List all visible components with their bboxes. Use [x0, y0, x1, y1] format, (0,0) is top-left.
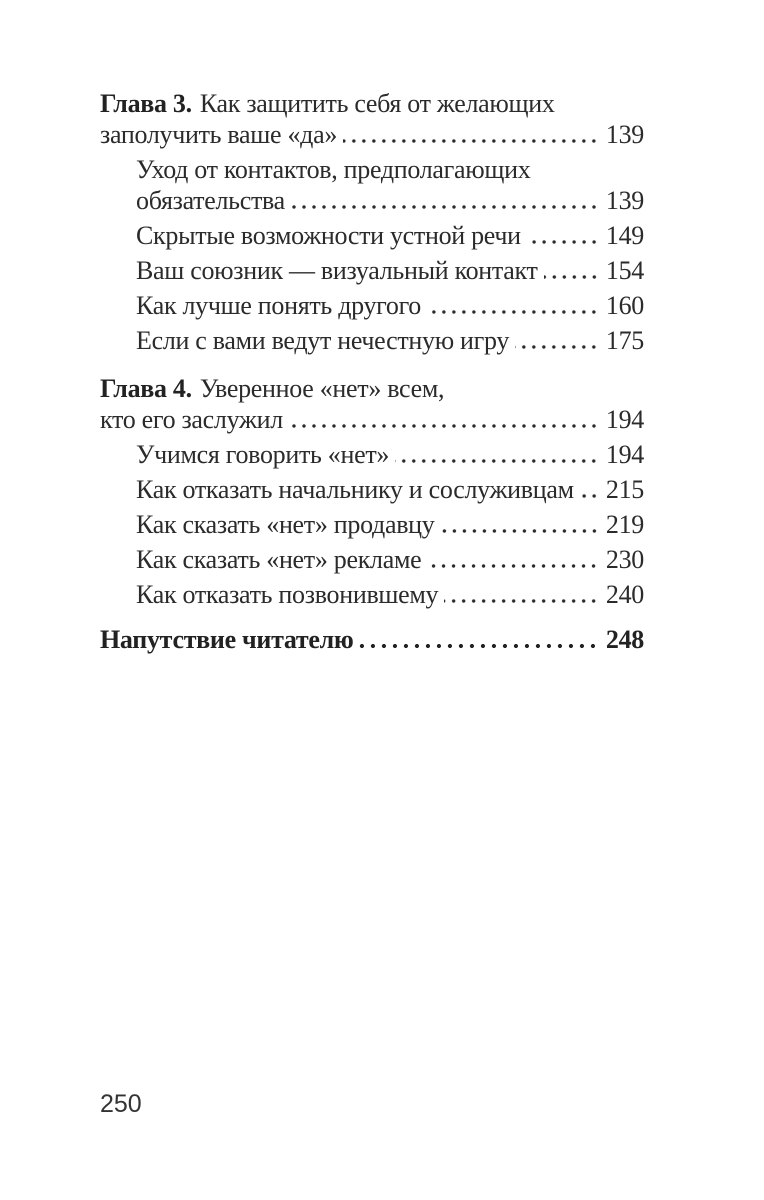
toc-entry-title: кто его заслужил [100, 405, 283, 434]
toc-page-number: 154 [605, 256, 644, 285]
toc-entry-title: Уверенное «нет» всем, [199, 374, 445, 403]
toc-entry-line [136, 154, 644, 185]
toc-page-number: 160 [605, 291, 644, 320]
toc-entry-title: Напутствие читателю [100, 625, 354, 654]
chapter-number-label: Глава 3. [100, 89, 192, 118]
toc-entry-title: заполучить ваше «да» [100, 120, 338, 149]
toc-entry-line [100, 88, 644, 119]
toc-entry-line [100, 373, 644, 404]
dot-leader [395, 459, 599, 463]
toc-entry[interactable] [100, 474, 644, 505]
toc-entry-line [136, 290, 644, 321]
toc-page-number: 240 [605, 580, 644, 609]
dot-leader [291, 205, 599, 209]
toc-entry-title: Ваш союзник — визуальный контакт [136, 256, 538, 285]
toc-entry-line [136, 220, 644, 251]
toc-entry-title: Как лучше понять другого [136, 291, 422, 320]
toc-page-number: 248 [605, 625, 644, 654]
toc-entry-line [136, 579, 644, 610]
dot-leader [580, 494, 599, 498]
dot-leader [427, 564, 599, 568]
toc-entry-line [136, 509, 644, 540]
toc-entry[interactable] [100, 220, 644, 251]
toc-entry-line [136, 439, 644, 470]
toc-entry[interactable] [100, 373, 644, 435]
toc-entry-title: Как сказать «нет» продавцу [136, 510, 435, 539]
dot-leader [289, 424, 599, 428]
current-page-number: 250 [100, 1090, 142, 1118]
chapter-number-label: Глава 4. [100, 374, 192, 403]
table-of-contents [100, 88, 644, 655]
toc-entry-line [136, 255, 644, 286]
toc-entry-title: Как сказать «нет» рекламе [136, 545, 422, 574]
toc-entry[interactable] [100, 255, 644, 286]
toc-entry[interactable] [100, 325, 644, 356]
dot-leader [359, 644, 598, 648]
toc-entry-title: Учимся говорить «нет» [136, 440, 390, 469]
toc-entry[interactable] [100, 544, 644, 575]
toc-entry-line [136, 544, 644, 575]
toc-entry-line [100, 624, 644, 655]
toc-page-number: 194 [605, 405, 644, 434]
toc-page-number: 175 [605, 326, 644, 355]
toc-entry-line [136, 185, 644, 216]
toc-entry-title: Уход от контактов, предполагающих [136, 155, 531, 184]
toc-entry-line [136, 325, 644, 356]
toc-entry-line [136, 474, 644, 505]
toc-page-number: 194 [605, 440, 644, 469]
toc-entry[interactable] [100, 579, 644, 610]
toc-page-number: 139 [605, 186, 644, 215]
dot-leader [441, 529, 599, 533]
toc-entry[interactable] [100, 509, 644, 540]
dot-leader [515, 345, 599, 349]
dot-leader [343, 139, 599, 143]
toc-entry-line [100, 119, 644, 150]
toc-entry-title: Если с вами ведут нечестную игру [136, 326, 510, 355]
toc-entry-title: Как защитить себя от желающих [199, 89, 555, 118]
toc-entry-title: обязательства [136, 186, 285, 215]
dot-leader [544, 275, 599, 279]
toc-entry[interactable] [100, 290, 644, 321]
toc-entry-title: Скрытые возможности устной речи [136, 221, 521, 250]
toc-page-number: 149 [605, 221, 644, 250]
dot-leader [427, 310, 599, 314]
dot-leader [444, 599, 599, 603]
toc-entry[interactable] [100, 439, 644, 470]
toc-page-number: 230 [605, 545, 644, 574]
toc-page-number: 215 [605, 475, 644, 504]
toc-entry-title: Как отказать начальнику и сослуживцам [136, 475, 574, 504]
toc-page-number: 219 [605, 510, 644, 539]
toc-entry[interactable] [100, 624, 644, 655]
dot-leader [527, 240, 599, 244]
toc-entry[interactable] [100, 154, 644, 216]
toc-entry-line [100, 404, 644, 435]
toc-entry-title: Как отказать позвонившему [136, 580, 439, 609]
toc-page-number: 139 [605, 120, 644, 149]
toc-entry[interactable] [100, 88, 644, 150]
